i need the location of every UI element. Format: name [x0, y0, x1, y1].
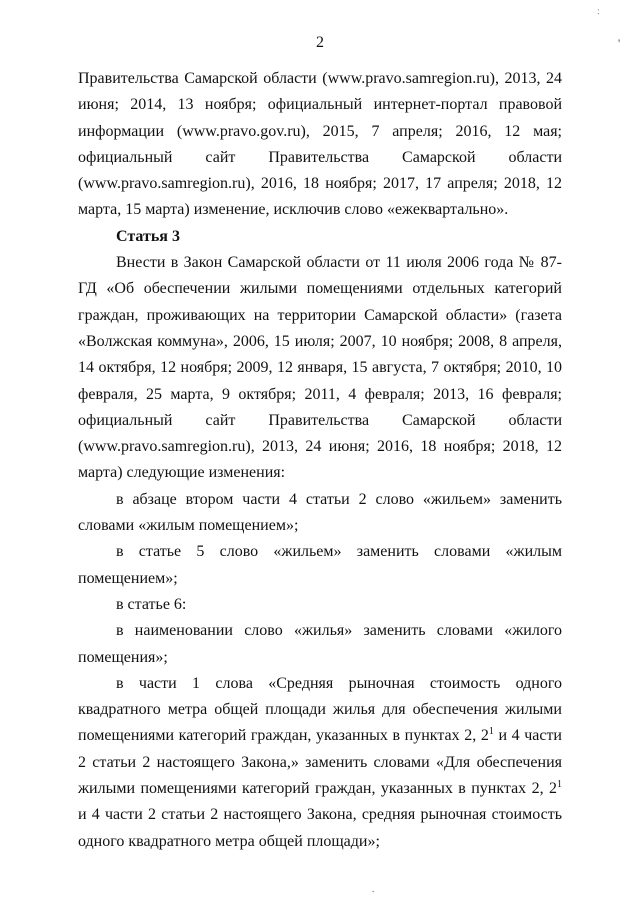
- document-body: [78, 66, 562, 855]
- amendment-text: и 4 части 2 статьи 2 настоящего Закона,» заменить словами «Для обеспечения жилыми помещениями категорий граждан, указанных в пунктах 2, 2: [78, 727, 562, 798]
- superscript: 1: [557, 779, 562, 791]
- amendment-item: в наименовании слово «жилья» заменить словами «жилого помещения»;: [78, 622, 562, 666]
- article-intro-paragraph: Внести в Закон Самарской области от 11 июля 2006 года № 87-ГД «Об обеспечении жилыми помещениями отдельных категорий граждан, проживающих на территории Самарской области» (газета «Волжская коммуна», 2006, 15 июля; 2007, 10 ноября; 2008, 8 апреля, 14 октября, 12 ноября; 2009, 12 января, 15 августа, 7 октября; 2010, 10 февраля, 25 марта, 9 октября; 2011, 4 февраля; 2013, 16 февраля; официальный сайт Правительства Самарской области (www.pravo.samregion.ru), 2013, 24 июня; 2016, 18 ноября; 2018, 12 марта) следующие изменения:: [78, 254, 562, 482]
- amendment-text: и 4 части 2 статьи 2 настоящего Закона, средняя рыночная стоимость одного квадратного метра общей площади»;: [78, 806, 562, 850]
- page-number: 2: [316, 34, 324, 51]
- continuation-paragraph: Правительства Самарской области (www.pravo.samregion.ru), 2013, 24 июня; 2014, 13 ноября; официальный интернет-портал правовой информации (www.pravo.gov.ru), 2015, 7 апреля; 2016, 12 мая; официальный сайт Правительства Самарской области (www.pravo.samregion.ru), 2016, 18 ноября; 2017, 17 апреля; 2018, 12 марта, 15 марта) изменение, исключив слово «ежеквартально».: [78, 70, 562, 219]
- amendment-item: [78, 671, 562, 855]
- amendment-item: в абзаце втором части 4 статьи 2 слово «жильем» заменить словами «жилым помещением»;: [78, 490, 562, 535]
- amendment-item: в статье 5 слово «жильем» заменить словами «жилым помещением»;: [78, 543, 562, 587]
- article-heading: Статья 3: [116, 227, 180, 245]
- amendment-item: в статье 6:: [116, 595, 187, 613]
- superscript: 1: [488, 726, 494, 738]
- scan-mark: ': [618, 36, 621, 50]
- amendment-text: в части 1 слова «Средняя рыночная стоимость одного квадратного метра общей площади жилья для обеспечения жилыми помещениями категорий граждан, указанных в пунктах 2, 2: [78, 674, 562, 745]
- scan-mark: .: [372, 884, 375, 894]
- scan-mark: ː: [597, 6, 600, 16]
